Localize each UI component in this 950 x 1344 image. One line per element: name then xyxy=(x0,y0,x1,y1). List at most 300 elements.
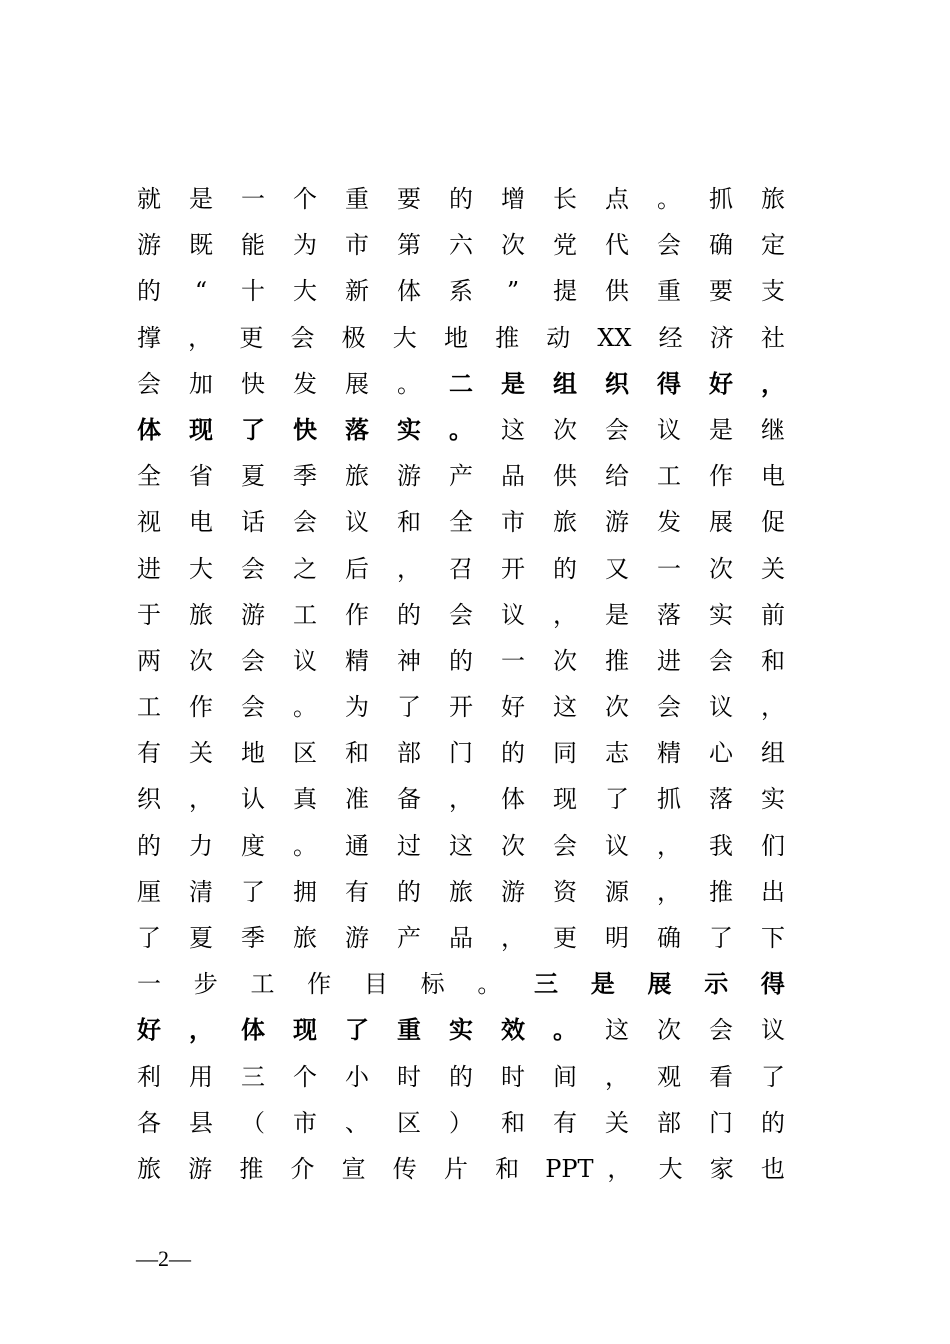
text-char: 品 xyxy=(449,924,473,952)
text-char: 拥 xyxy=(293,877,317,906)
text-char: 开 xyxy=(501,554,525,583)
text-char: 作 xyxy=(709,462,733,491)
text-line xyxy=(136,453,786,499)
text-char: 全 xyxy=(449,508,473,537)
text-char: ， xyxy=(761,368,785,398)
text-char: 家 xyxy=(709,1154,734,1183)
text-char: ， xyxy=(553,600,577,629)
text-char: 会 xyxy=(293,508,317,537)
text-char: 确 xyxy=(709,231,733,260)
text-char: 关 xyxy=(189,739,213,768)
text-char: 落 xyxy=(345,414,369,444)
text-char: 落 xyxy=(657,600,681,629)
text-char: 重 xyxy=(397,1015,421,1045)
text-char: 加 xyxy=(189,369,213,398)
text-char: 落 xyxy=(709,785,733,814)
text-line xyxy=(136,546,786,592)
text-char: 好 xyxy=(137,1015,161,1045)
text-char: 准 xyxy=(345,785,369,814)
text-char: 重 xyxy=(657,277,681,306)
text-char: 动 xyxy=(546,323,571,352)
text-char: 个 xyxy=(293,1062,317,1091)
text-char: 次 xyxy=(709,554,733,583)
text-char: 能 xyxy=(241,231,265,260)
text-char: 。 xyxy=(477,970,502,999)
text-line xyxy=(136,823,786,869)
text-char: 旅 xyxy=(449,877,473,906)
text-char: ， xyxy=(657,877,681,906)
text-char: 小 xyxy=(345,1062,369,1091)
text-char: 体 xyxy=(241,1015,265,1045)
text-char: 大 xyxy=(189,554,213,583)
text-char: 和 xyxy=(345,739,369,768)
text-char: 后 xyxy=(345,554,369,583)
text-char: 召 xyxy=(449,554,473,583)
text-char: 、 xyxy=(345,1108,369,1137)
text-char: 党 xyxy=(553,231,577,260)
text-char: （ xyxy=(241,1108,265,1137)
text-char: 会 xyxy=(605,415,629,444)
text-char: 厘 xyxy=(137,877,161,906)
text-char: 大 xyxy=(392,323,417,352)
text-char: 一 xyxy=(137,970,161,999)
text-char: 展 xyxy=(345,369,369,398)
text-char: 宣 xyxy=(341,1154,366,1183)
text-char: 二 xyxy=(449,368,473,398)
text-char: 代 xyxy=(605,231,629,260)
text-line xyxy=(136,1146,786,1192)
text-char: 前 xyxy=(761,600,785,629)
text-char: 步 xyxy=(193,970,218,999)
text-char: 游 xyxy=(241,600,265,629)
text-char: 继 xyxy=(761,415,785,444)
text-char: 议 xyxy=(293,646,317,675)
text-line xyxy=(136,1007,786,1053)
text-char: 更 xyxy=(553,924,577,952)
text-char: ， xyxy=(397,554,421,583)
text-char: ， xyxy=(761,693,785,722)
text-char: 通 xyxy=(345,831,369,860)
text-line xyxy=(136,730,786,776)
text-char: ， xyxy=(188,323,213,352)
text-char: 了 xyxy=(397,693,421,722)
text-line xyxy=(136,638,786,684)
text-line xyxy=(136,407,786,453)
text-char: 社 xyxy=(760,323,785,352)
text-char: 游 xyxy=(605,508,629,537)
text-char: 。 xyxy=(293,693,317,722)
text-char: 旅 xyxy=(761,185,785,213)
text-char: ， xyxy=(189,785,213,814)
text-char: 视 xyxy=(137,508,161,537)
text-char: 实 xyxy=(449,1015,473,1045)
text-char: 议 xyxy=(605,831,629,860)
text-char: 和 xyxy=(495,1154,520,1183)
text-char: 季 xyxy=(293,462,317,491)
text-char: 得 xyxy=(657,368,681,398)
text-char: 给 xyxy=(605,462,629,491)
text-char: 工 xyxy=(137,693,161,722)
text-char: 组 xyxy=(761,739,785,768)
text-char: 县 xyxy=(189,1108,213,1137)
text-char: 十 xyxy=(241,277,265,306)
text-char: 组 xyxy=(553,368,577,398)
text-char: 发 xyxy=(657,508,681,537)
text-char: 第 xyxy=(397,231,421,260)
text-char: 示 xyxy=(704,969,729,999)
text-char: 撑 xyxy=(137,323,161,352)
text-char: 又 xyxy=(605,554,629,583)
text-char: 部 xyxy=(397,739,421,768)
text-char: 下 xyxy=(761,924,785,952)
text-char: 出 xyxy=(761,877,785,906)
text-char: 议 xyxy=(761,1016,785,1045)
text-char: 次 xyxy=(501,831,525,860)
text-char: 全 xyxy=(137,462,161,491)
text-char: 。 xyxy=(553,1015,577,1045)
text-char: 了 xyxy=(241,877,265,906)
text-line xyxy=(136,776,786,822)
text-char: PPT xyxy=(545,1154,594,1183)
text-char: 话 xyxy=(241,508,265,537)
text-char: 次 xyxy=(553,415,577,444)
text-char: 个 xyxy=(293,185,317,213)
text-char: 旅 xyxy=(553,508,577,537)
text-char: 会 xyxy=(241,554,265,583)
text-char: 度 xyxy=(241,831,265,860)
text-line xyxy=(136,684,786,730)
text-char: 时 xyxy=(501,1062,525,1091)
text-char: 真 xyxy=(293,785,317,814)
text-char: 作 xyxy=(345,600,369,629)
text-char: 了 xyxy=(709,924,733,952)
text-char: 的 xyxy=(761,1108,785,1137)
text-char: 会 xyxy=(290,323,315,352)
text-char: 市 xyxy=(345,231,369,260)
text-char: 增 xyxy=(501,185,525,213)
text-char: 工 xyxy=(657,462,681,491)
text-char: 们 xyxy=(761,831,785,860)
text-char: 推 xyxy=(709,877,733,906)
text-char: 产 xyxy=(449,462,473,491)
text-char: 了 xyxy=(241,414,265,444)
text-char: 这 xyxy=(605,1016,629,1045)
text-char: 为 xyxy=(345,693,369,722)
text-char: 推 xyxy=(605,646,629,675)
text-char: 推 xyxy=(495,323,520,352)
text-char: 游 xyxy=(501,877,525,906)
text-char: 的 xyxy=(397,877,421,906)
text-char: 旅 xyxy=(293,924,317,952)
text-char: 是 xyxy=(709,415,733,444)
text-char: 的 xyxy=(449,185,473,213)
text-char: 次 xyxy=(501,231,525,260)
text-char: 定 xyxy=(761,231,785,260)
text-char: 现 xyxy=(189,414,213,444)
text-char: 好 xyxy=(709,368,733,398)
text-char: 会 xyxy=(137,369,161,398)
text-line xyxy=(136,361,786,407)
text-char: 心 xyxy=(709,739,733,768)
text-char: 介 xyxy=(290,1154,315,1183)
text-char: 目 xyxy=(363,970,388,999)
text-char: 门 xyxy=(449,739,473,768)
text-char: 一 xyxy=(241,185,265,213)
text-char: 了 xyxy=(761,1062,785,1091)
text-char: 长 xyxy=(553,185,577,213)
text-char: 认 xyxy=(241,785,265,814)
text-char: 神 xyxy=(397,646,421,675)
text-char: 部 xyxy=(657,1108,681,1137)
text-char: 的 xyxy=(449,646,473,675)
text-char: 得 xyxy=(760,969,785,999)
text-char: 市 xyxy=(293,1108,317,1137)
text-char: 就 xyxy=(137,185,161,213)
text-char: 旅 xyxy=(137,1154,161,1183)
text-char: ” xyxy=(506,277,520,306)
body-text xyxy=(136,176,786,1192)
text-char: 游 xyxy=(188,1154,213,1183)
text-char: 既 xyxy=(189,231,213,260)
text-char: XX xyxy=(597,323,632,352)
text-char: 清 xyxy=(189,877,213,906)
text-char: 夏 xyxy=(189,924,213,952)
text-char: 的 xyxy=(137,277,161,306)
text-char: 系 xyxy=(449,277,473,306)
text-char: 了 xyxy=(137,924,161,952)
text-char: 确 xyxy=(657,924,681,952)
text-char: 工 xyxy=(293,600,317,629)
text-char: 抓 xyxy=(709,185,733,213)
text-char: 过 xyxy=(397,831,421,860)
text-char: 工 xyxy=(250,970,275,999)
text-char: 区 xyxy=(293,739,317,768)
text-char: 展 xyxy=(647,969,672,999)
text-char: 会 xyxy=(709,1016,733,1045)
text-line xyxy=(136,869,786,915)
text-char: 会 xyxy=(657,231,681,260)
text-char: 标 xyxy=(420,970,445,999)
text-char: 。 xyxy=(397,369,421,398)
text-char: 时 xyxy=(397,1062,421,1091)
text-char: 的 xyxy=(501,739,525,768)
text-char: ） xyxy=(449,1108,473,1137)
text-line xyxy=(136,315,786,361)
text-char: 和 xyxy=(501,1108,525,1137)
text-char: 是 xyxy=(501,368,525,398)
text-char: 同 xyxy=(553,739,577,768)
text-char: 快 xyxy=(241,369,265,398)
text-char: 有 xyxy=(137,739,161,768)
text-char: 会 xyxy=(553,831,577,860)
text-char: 次 xyxy=(189,646,213,675)
text-char: 精 xyxy=(345,646,369,675)
text-line xyxy=(136,499,786,545)
text-char: 开 xyxy=(449,693,473,722)
text-char: 资 xyxy=(553,877,577,906)
text-char: 关 xyxy=(761,554,785,583)
page-number: —2— xyxy=(136,1246,191,1271)
text-char: 省 xyxy=(189,462,213,491)
text-char: 区 xyxy=(397,1108,421,1137)
text-char: 游 xyxy=(137,231,161,260)
text-char: 支 xyxy=(761,277,785,306)
text-char: 三 xyxy=(241,1062,265,1091)
text-char: 三 xyxy=(534,969,559,999)
text-char: ， xyxy=(189,1015,213,1045)
text-char: ， xyxy=(501,924,525,952)
text-char: 作 xyxy=(189,693,213,722)
text-char: 次 xyxy=(553,646,577,675)
text-char: 这 xyxy=(553,693,577,722)
text-char: 体 xyxy=(501,785,525,814)
text-char: 旅 xyxy=(189,600,213,629)
text-char: 于 xyxy=(137,600,161,629)
text-char: 实 xyxy=(709,600,733,629)
text-char: 源 xyxy=(605,877,629,906)
text-char: 有 xyxy=(345,877,369,906)
text-char: 旅 xyxy=(345,462,369,491)
text-char: 会 xyxy=(657,693,681,722)
text-char: 之 xyxy=(293,554,317,583)
text-char: 供 xyxy=(605,277,629,306)
text-char: 各 xyxy=(137,1108,161,1137)
text-char: 夏 xyxy=(241,462,265,491)
text-char: 是 xyxy=(605,600,629,629)
text-char: 市 xyxy=(501,508,525,537)
text-line xyxy=(136,176,786,222)
text-char: 快 xyxy=(293,414,317,444)
text-char: ， xyxy=(605,1062,629,1091)
text-char: 重 xyxy=(345,185,369,213)
text-char: 展 xyxy=(709,508,733,537)
text-char: 。 xyxy=(293,831,317,860)
text-char: 门 xyxy=(709,1108,733,1137)
text-char: 的 xyxy=(553,554,577,583)
text-char: 更 xyxy=(239,323,264,352)
text-char: 地 xyxy=(443,323,468,352)
text-char: 片 xyxy=(443,1154,468,1183)
text-char: 了 xyxy=(345,1015,369,1045)
text-char: 济 xyxy=(709,323,734,352)
text-char: 经 xyxy=(658,323,683,352)
text-char: 好 xyxy=(501,693,525,722)
text-char: 电 xyxy=(761,462,785,491)
text-char: 有 xyxy=(553,1108,577,1137)
text-char: 。 xyxy=(449,414,473,444)
text-char: 现 xyxy=(293,1015,317,1045)
text-char: 观 xyxy=(657,1062,681,1091)
text-char: 要 xyxy=(397,185,421,213)
text-line xyxy=(136,961,786,1007)
text-char: 品 xyxy=(501,462,525,491)
text-char: 六 xyxy=(449,231,473,260)
text-char: 也 xyxy=(760,1154,785,1183)
text-line xyxy=(136,1100,786,1146)
text-char: 利 xyxy=(137,1062,161,1091)
text-char: 这 xyxy=(501,415,525,444)
text-char: 新 xyxy=(345,277,369,306)
text-char: 看 xyxy=(709,1062,733,1091)
text-char: 议 xyxy=(657,415,681,444)
text-char: 会 xyxy=(241,646,265,675)
text-char: 织 xyxy=(137,785,161,814)
text-char: 季 xyxy=(241,924,265,952)
text-char: 了 xyxy=(605,785,629,814)
text-char: 体 xyxy=(397,277,421,306)
text-char: 用 xyxy=(189,1062,213,1091)
text-line xyxy=(136,222,786,268)
text-char: 要 xyxy=(709,277,733,306)
text-char: 会 xyxy=(449,600,473,629)
text-char: 。 xyxy=(657,185,681,213)
text-char: 游 xyxy=(397,462,421,491)
text-char: 推 xyxy=(239,1154,264,1183)
text-char: “ xyxy=(194,277,208,306)
text-char: 精 xyxy=(657,739,681,768)
text-line xyxy=(136,592,786,638)
text-char: 促 xyxy=(761,508,785,537)
text-char: 进 xyxy=(657,646,681,675)
text-char: 抓 xyxy=(657,785,681,814)
text-char: 实 xyxy=(761,785,785,814)
text-char: 是 xyxy=(590,969,615,999)
text-char: 极 xyxy=(341,323,366,352)
text-char: 效 xyxy=(501,1015,525,1045)
text-char: 会 xyxy=(709,646,733,675)
text-line xyxy=(136,915,786,961)
text-char: 间 xyxy=(553,1062,577,1091)
text-char: 两 xyxy=(137,646,161,675)
text-char: 点 xyxy=(605,185,629,213)
text-char: 我 xyxy=(709,831,733,860)
text-char: 传 xyxy=(392,1154,417,1183)
text-char: 的 xyxy=(449,1062,473,1091)
text-char: 发 xyxy=(293,369,317,398)
text-char: 一 xyxy=(501,646,525,675)
text-char: 提 xyxy=(553,277,577,306)
text-char: 是 xyxy=(189,185,213,213)
text-char: 供 xyxy=(553,462,577,491)
text-char: ， xyxy=(449,785,473,814)
text-char: 的 xyxy=(137,831,161,860)
text-char: 这 xyxy=(449,831,473,860)
text-char: 作 xyxy=(307,970,332,999)
text-char: 一 xyxy=(657,554,681,583)
text-char: 关 xyxy=(605,1108,629,1137)
text-char: 现 xyxy=(553,785,577,814)
text-char: 议 xyxy=(501,600,525,629)
text-char: 备 xyxy=(397,785,421,814)
text-char: 大 xyxy=(293,277,317,306)
text-char: 游 xyxy=(345,924,369,952)
text-char: 明 xyxy=(605,924,629,952)
text-char: 志 xyxy=(605,739,629,768)
text-char: 地 xyxy=(241,739,265,768)
text-char: 和 xyxy=(761,646,785,675)
text-char: 会 xyxy=(241,693,265,722)
text-char: 体 xyxy=(137,414,161,444)
text-char: 议 xyxy=(709,693,733,722)
text-char: 实 xyxy=(397,414,421,444)
text-char: 议 xyxy=(345,508,369,537)
text-char: ， xyxy=(657,831,681,860)
text-char: 次 xyxy=(605,693,629,722)
text-char: 和 xyxy=(397,508,421,537)
text-char: 进 xyxy=(137,554,161,583)
text-char: 为 xyxy=(293,231,317,260)
text-char: ， xyxy=(607,1154,632,1183)
